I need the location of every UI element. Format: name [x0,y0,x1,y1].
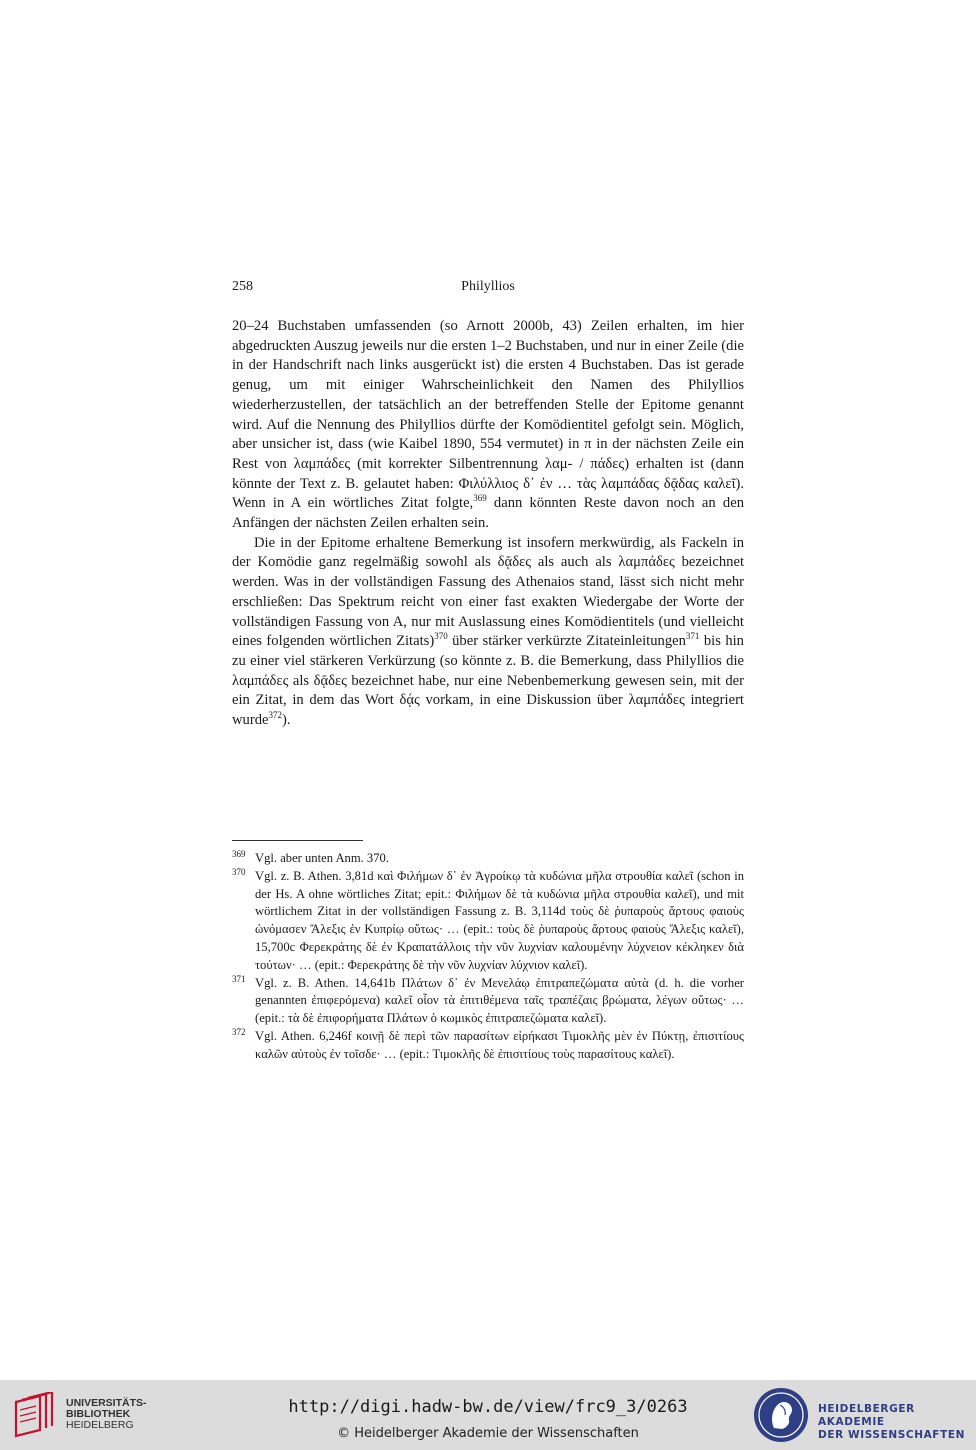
running-title: Philyllios [461,279,515,294]
body-text [232,317,744,731]
footnote-number: 372 [232,1026,246,1037]
footnote-number: 371 [232,973,246,984]
page-header [232,279,744,299]
copyright-notice: © Heidelberger Akademie der Wissenschaften [337,1426,639,1441]
footer-bar [0,1380,976,1450]
page-number: 258 [232,279,253,294]
footnote-separator [232,840,363,841]
footnote-ref[interactable]: 370 [434,631,448,642]
footnote-ref[interactable]: 372 [268,710,282,721]
footnote-ref[interactable]: 369 [473,493,487,504]
hadw-logo[interactable] [752,1386,976,1446]
footnotes [232,850,744,1064]
hadw-logo-text: HEIDELBERGER AKADEMIE DER WISSENSCHAFTEN [818,1403,966,1441]
footnote [232,868,744,975]
footnote-number: 370 [232,866,246,877]
footnote [232,975,744,1028]
ub-logo-text: UNIVERSITÄTS- BIBLIOTHEK HEIDELBERG [66,1397,147,1431]
footnote-text: Vgl. z. B. Athen. 14,641b Πλάτων δ᾽ ἐν Μενελάῳ ἐπιτραπεζώματα αὐτὰ (d. h. die vorher genannten ἐπιφερόμενα) καλεῖ οἷον τὰ ἐπιτιθέμενα ταῖς τραπέζαις βρώματα, λέγων οὕτως· … (epit.: τὰ δὲ ἐπιφορήματα Πλάτων ὁ κωμικὸς ἐπιτραπεζώματα καλεῖ). [255,975,744,1026]
footnote-text: Vgl. aber unten Anm. 370. [255,851,389,865]
paragraph: Die in der Epitome erhaltene Bemerkung ist insofern merkwürdig, als Fackeln in der Komödie ganz regelmäßig sowohl als δᾷδες als auch als λαμπάδες bezeichnet werden. Was in der vollständigen Fassung des Athenaios stand, lässt sich nicht mehr erschließen: Das Spektrum reicht von einer fast exakten Wiedergabe der Worte der vollständigen Fassung von A, nur mit Auslassung eines Komödientitels (und vielleicht eines folgenden wörtlichen Zitats)$^{370}$ über stärker verkürzte Zitateinleitungen$^{371}$ bis hin zu einer viel stärkeren Verkürzung (so könnte z. B. die Bemerkung, dass Philyllios die λαμπάδες als δᾷδες bezeichnet habe, nur eine Nebenbemerkung gewesen sein, mit der ein Zitat, in dem das Wort δᾴς vorkam, in eine Diskussion über λαμπάδες integriert wurde$^{372}$). [232,534,744,729]
footnote [232,1028,744,1064]
footnote-text: Vgl. Athen. 6,246f κοινῇ δὲ περὶ τῶν παρασίτων εἰρήκασι Τιμοκλῆς μὲν ἐν Πύκτῃ, ἐπισιτίους καλῶν αὐτοὺς ἐν τοῖσδε· … (epit.: Τιμοκλῆς δὲ ἐπισιτίους τοὺς παρασίτους καλεῖ). [255,1028,744,1061]
footnote-text: Vgl. z. B. Athen. 3,81d καὶ Φιλήμων δ᾽ ἐν Ἀγροίκῳ τὰ κυδώνια μῆλα στρουθία καλεῖ (schon in der Hs. A ohne wörtliches Zitat; epit.: Φιλήμων δὲ τὰ κυδώνια μῆλα στρουθία καλεῖ), und mit wörtlichem Zitat in der vollständigen Fassung z. B. 3,114d τοὺς δὲ ῥυπαροὺς ἄρτους φαιοὺς ὠνόμασεν Ἄλεξις ἐν Κυπρίῳ οὕτως· … (epit.: τοὺς δὲ ῥυπαροὺς ἄρτους φαιοὺς Ἄλεξις καλεῖ), 15,700c Φερεκράτης δὲ ἐν Κραπατάλλοις τὴν νῦν λυχνίαν καλουμένην λύχνειον κέκληκεν διὰ τούτων· … (epit.: Φερεκράτης δὲ τὴν νῦν λυχνίαν λύχνιον καλεῖ). [255,868,744,972]
paragraph: 20–24 Buchstaben umfassenden (so Arnott 2000b, 43) Zeilen erhalten, im hier abgedruckten Auszug jeweils nur die ersten 1–2 Buchstaben, und nur in einer Zeile (die in der Handschrift nach links ausgerückt ist) die ersten 4 Buchstaben. Das ist gerade genug, um mit einiger Wahrscheinlichkeit den Namen des Philyllios wiederherzustellen, der tatsächlich an der betreffenden Stelle der Epitome genannt wird. Auf die Nennung des Philyllios dürfte der Komödientitel gefolgt sein. Möglich, aber unsicher ist, dass (wie Kaibel 1890, 554 vermutet) in π in der nächsten Zeile ein Rest von λαμπάδες (mit korrekter Silbentrennung λαμ- / πάδες) erhalten ist (dann könnte der Text z. B. gelautet haben: Φιλύλλιος δ᾽ ἐν … τὰς λαμπάδας δᾷδας καλεῖ). Wenn in A ein wörtliches Zitat folgte,$^{369}$ dann könnten Reste davon noch an den Anfängen der nächsten Zeilen erhalten sein. [232,318,744,532]
footnote-ref[interactable]: 371 [685,631,700,642]
permalink-url[interactable]: http://digi.hadw-bw.de/view/frc9_3/0263 [288,1397,688,1417]
academy-seal-icon [752,1386,810,1444]
footnote [232,850,744,868]
footnote-number: 369 [232,849,246,859]
